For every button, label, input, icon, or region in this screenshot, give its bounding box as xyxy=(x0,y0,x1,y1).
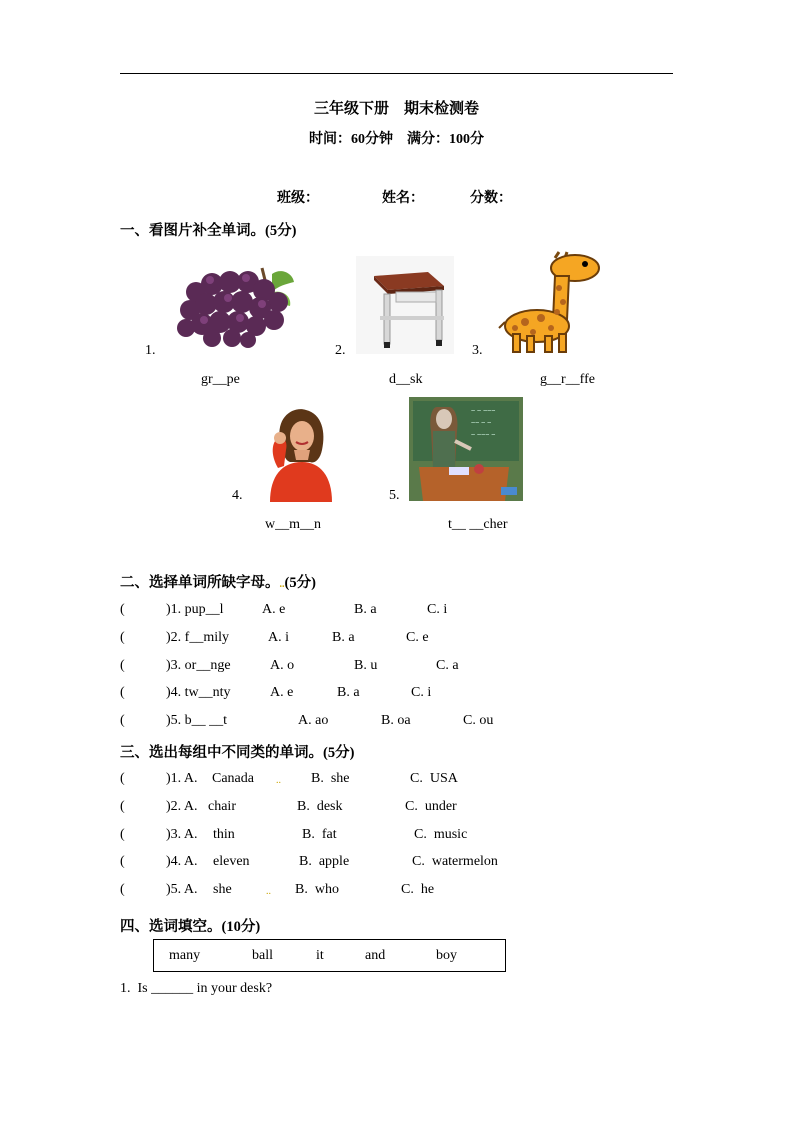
option-a: A. o xyxy=(270,658,295,673)
answer-paren[interactable]: ( xyxy=(120,713,125,728)
giraffe-image xyxy=(497,248,607,356)
option-a: A. e xyxy=(270,685,294,700)
desk-image xyxy=(356,256,454,354)
option-b: B. u xyxy=(354,658,378,673)
option-a: she xyxy=(213,882,232,897)
class-label: 班级： xyxy=(277,191,319,206)
option-a: eleven xyxy=(213,854,250,869)
answer-paren[interactable]: ( xyxy=(120,630,125,645)
option-b: B. who xyxy=(295,882,339,897)
score-label: 分数： xyxy=(470,191,512,206)
woman-image xyxy=(264,406,336,502)
question-text: )2. f__mily xyxy=(166,630,229,645)
word-bank-item: boy xyxy=(436,948,457,963)
section2-heading-text: 二、选择单词所缺字母。 xyxy=(120,575,280,591)
svg-text:~ ~ ~~~: ~ ~ ~~~ xyxy=(471,408,496,415)
question-text: )5. b__ __t xyxy=(166,713,228,728)
question-text: )1. pup__l xyxy=(166,602,224,617)
option-c: C. a xyxy=(436,658,459,673)
page-title: 三年级下册 期末检测卷 xyxy=(313,101,479,117)
svg-text:~~ ~ ~: ~~ ~ ~ xyxy=(471,420,492,427)
section1-heading: 一、看图片补全单词。(5分) xyxy=(120,223,297,239)
answer-paren[interactable]: ( xyxy=(120,854,125,869)
item2-word: d__sk xyxy=(389,372,423,387)
option-c: C. ou xyxy=(463,713,494,728)
option-a: A. ao xyxy=(298,713,329,728)
item3-number: 3. xyxy=(472,343,483,358)
option-b: B. oa xyxy=(381,713,411,728)
item4-word: w__m__n xyxy=(265,517,321,532)
option-a: A. e xyxy=(262,602,286,617)
option-b: B. desk xyxy=(297,799,343,814)
word-bank-item: ball xyxy=(252,948,273,963)
option-c: C. music xyxy=(414,827,468,842)
item1-word: gr__pe xyxy=(201,372,240,387)
option-c: C. i xyxy=(427,602,448,617)
answer-paren[interactable]: ( xyxy=(120,882,125,897)
option-c: C. USA xyxy=(410,771,458,786)
section2-heading xyxy=(120,571,316,592)
word-bank-item: it xyxy=(316,948,324,963)
item5-number: 5. xyxy=(389,488,400,503)
option-c: C. e xyxy=(406,630,429,645)
question-text: )4. tw__nty xyxy=(166,685,231,700)
question-text: )1. A. xyxy=(166,771,198,786)
item3-word: g__r__ffe xyxy=(540,372,595,387)
answer-paren[interactable]: ( xyxy=(120,658,125,673)
fill-blank-question-1: 1. Is ______ in your desk? xyxy=(120,981,273,996)
svg-text:~ ~~~ ~: ~ ~~~ ~ xyxy=(471,432,496,439)
option-b: B. a xyxy=(337,685,360,700)
mark-dots: .. xyxy=(276,775,281,786)
question-text: )4. A. xyxy=(166,854,198,869)
option-a: Canada xyxy=(212,771,254,786)
word-bank-item: and xyxy=(365,948,386,963)
question-text: )5. A. xyxy=(166,882,198,897)
question-text: )3. or__nge xyxy=(166,658,231,673)
word-bank-box xyxy=(153,939,506,972)
answer-paren[interactable]: ( xyxy=(120,602,125,617)
answer-paren[interactable]: ( xyxy=(120,685,125,700)
grapes-image xyxy=(176,262,298,348)
item2-number: 2. xyxy=(335,343,346,358)
top-rule xyxy=(120,73,673,74)
teacher-image xyxy=(409,397,523,501)
item1-number: 1. xyxy=(145,343,156,358)
answer-paren[interactable]: ( xyxy=(120,771,125,786)
answer-paren[interactable]: ( xyxy=(120,827,125,842)
option-c: C. i xyxy=(411,685,432,700)
section2-heading-score: (5分) xyxy=(284,575,316,591)
option-b: B. fat xyxy=(302,827,337,842)
word-bank-item: many xyxy=(169,948,201,963)
option-c: C. he xyxy=(401,882,435,897)
option-a: thin xyxy=(213,827,235,842)
option-a: chair xyxy=(208,799,236,814)
section2-heading-dots: .. xyxy=(279,579,285,590)
section4-heading: 四、选词填空。(10分) xyxy=(120,919,261,935)
item4-number: 4. xyxy=(232,488,243,503)
mark-dots: .. xyxy=(266,886,271,897)
option-c: C. watermelon xyxy=(412,854,498,869)
name-label: 姓名： xyxy=(382,191,424,206)
answer-paren[interactable]: ( xyxy=(120,799,125,814)
question-text: )3. A. xyxy=(166,827,198,842)
option-b: B. a xyxy=(354,602,377,617)
option-b: B. a xyxy=(332,630,355,645)
option-a: A. i xyxy=(268,630,289,645)
option-c: C. under xyxy=(405,799,457,814)
page-subtitle: 时间：60分钟 满分：100分 xyxy=(309,132,484,147)
question-text: )2. A. xyxy=(166,799,198,814)
section3-heading: 三、选出每组中不同类的单词。(5分) xyxy=(120,745,355,761)
item5-word: t__ __cher xyxy=(448,517,508,532)
option-b: B. she xyxy=(311,771,350,786)
option-b: B. apple xyxy=(299,854,350,869)
